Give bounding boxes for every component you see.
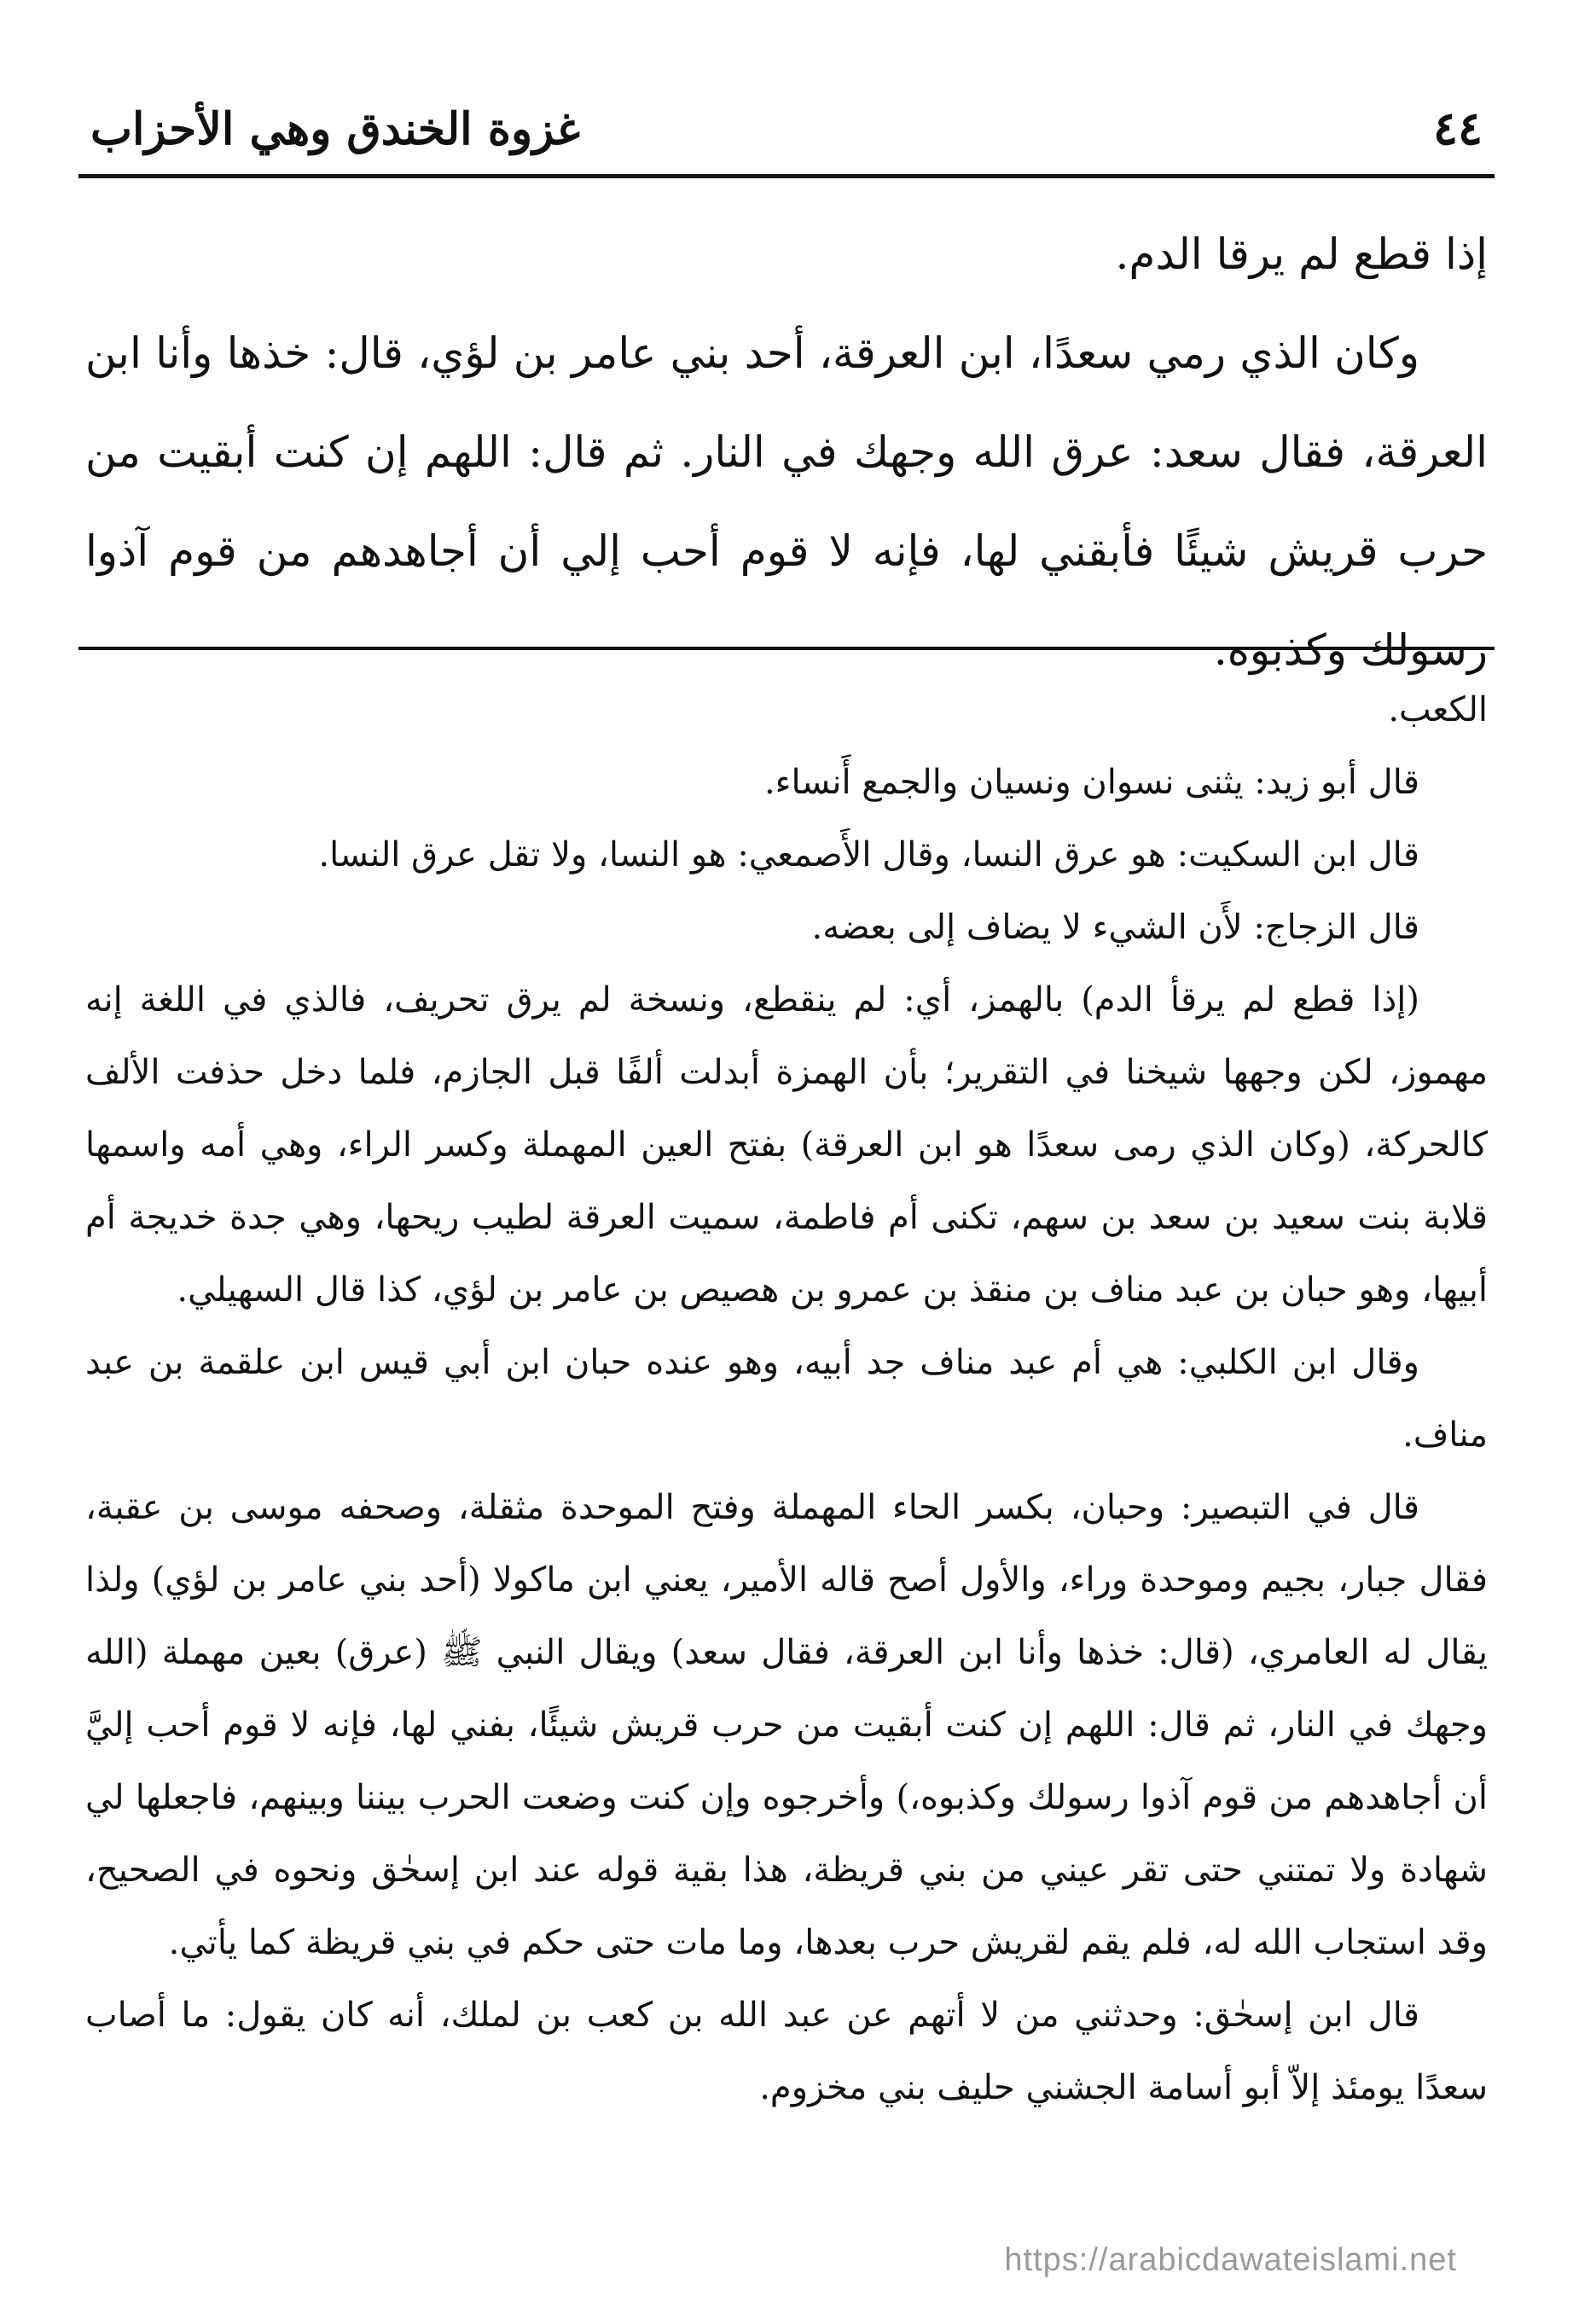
footnote-rule <box>78 647 1495 650</box>
commentary-paragraph: قال أبو زيد: يثنى نسوان ونسيان والجمع أَنساء. <box>763 763 1419 802</box>
commentary <box>85 674 1488 2124</box>
main-text <box>85 205 1488 700</box>
commentary-paragraph: قال الزجاج: لأَن الشيء لا يضاف إلى بعضه. <box>811 908 1419 947</box>
page-number: ٤٤ <box>1432 101 1483 155</box>
commentary-paragraph: قال ابن إسحٰق: وحدثني من لا أتهم عن عبد الله بن كعب بن لملك، أنه كان يقول: ما أصاب سعدًا يومئذ إلاّ أبو أسامة الجشني حليف بني مخزوم. <box>85 1996 1488 2107</box>
commentary-paragraph: قال في التبصير: وحبان، بكسر الحاء المهملة وفتح الموحدة مثقلة، وصحفه موسى بن عقبة، فقال جبار، بجيم وموحدة وراء، والأول أصح قاله الأمير، يعني ابن ماكولا (أحد بني عامر بن لؤي) ولذا يقال له العامري، (قال: خذها وأنا ابن العرقة، فقال سعد) ويقال النبي ﷺ (عرق) بعين مهملة (الله وجهك في النار، ثم قال: اللهم إن كنت أبقيت من حرب قريش شيئًا، بفني لها، فإنه لا قوم أحب إليَّ أن أجاهدهم من قوم آذوا رسولك وكذبوه،) وأخرجوه وإن كنت وضعت الحرب بيننا وبينهم، فاجعلها لي شهادة ولا تمتني حتى تقر عيني من بني قريظة، هذا بقية قوله عند ابن إسحٰق ونحوه في الصحيح، وقد استجاب الله له، فلم يقم لقريش حرب بعدها، وما مات حتى حكم في بني قريظة كما يأتي. <box>85 1488 1488 1962</box>
commentary-paragraph: وقال ابن الكلبي: هي أم عبد مناف جد أبيه، وهو عنده حبان ابن أبي قيس ابن علقمة بن عبد مناف. <box>85 1343 1488 1455</box>
main-text-line: إذا قطع لم يرقا الدم. <box>1115 229 1488 279</box>
commentary-paragraph: (إذا قطع لم يرقأ الدم) بالهمز، أي: لم ينقطع، ونسخة لم يرق تحريف، فالذي في اللغة إنه مهموز، لكن وجهها شيخنا في التقرير؛ بأن الهمزة أبدلت ألفًا قبل الجازم، فلما دخل حذفت الألف كالحركة، (وكان الذي رمى سعدًا هو ابن العرقة) بفتح العين المهملة وكسر الراء، وهي أمه واسمها قلابة بنت سعيد بن سعد بن سهم، تكنى أم فاطمة، سميت العرقة لطيب ريحها، وهي جدة خديجة أم أبيها، وهو حبان بن عبد مناف بن منقذ بن عمرو بن هصيص بن عامر بن لؤي، كذا قال السهيلي. <box>85 980 1488 1310</box>
header-rule <box>78 174 1495 178</box>
page-header <box>78 92 1495 169</box>
running-title: غزوة الخندق وهي الأحزاب <box>90 103 580 155</box>
commentary-paragraph: الكعب. <box>1388 690 1488 729</box>
commentary-paragraph: قال ابن السكيت: هو عرق النسا، وقال الأَصمعي: هو النسا، ولا تقل عرق النسا. <box>318 835 1419 874</box>
main-text-paragraph: وكان الذي رمي سعدًا، ابن العرقة، أحد بني عامر بن لؤي، قال: خذها وأنا ابن العرقة، فقال سعد: عرق الله وجهك في النار. ثم قال: اللهم إن كنت أبقيت من حرب قريش شيئًا فأبقني لها، فإنه لا قوم أحب إلي أن أجاهدهم من قوم آذوا رسولك وكذبوه. <box>85 328 1488 675</box>
watermark-url: https://arabicdawateislami.net <box>1004 2242 1457 2278</box>
